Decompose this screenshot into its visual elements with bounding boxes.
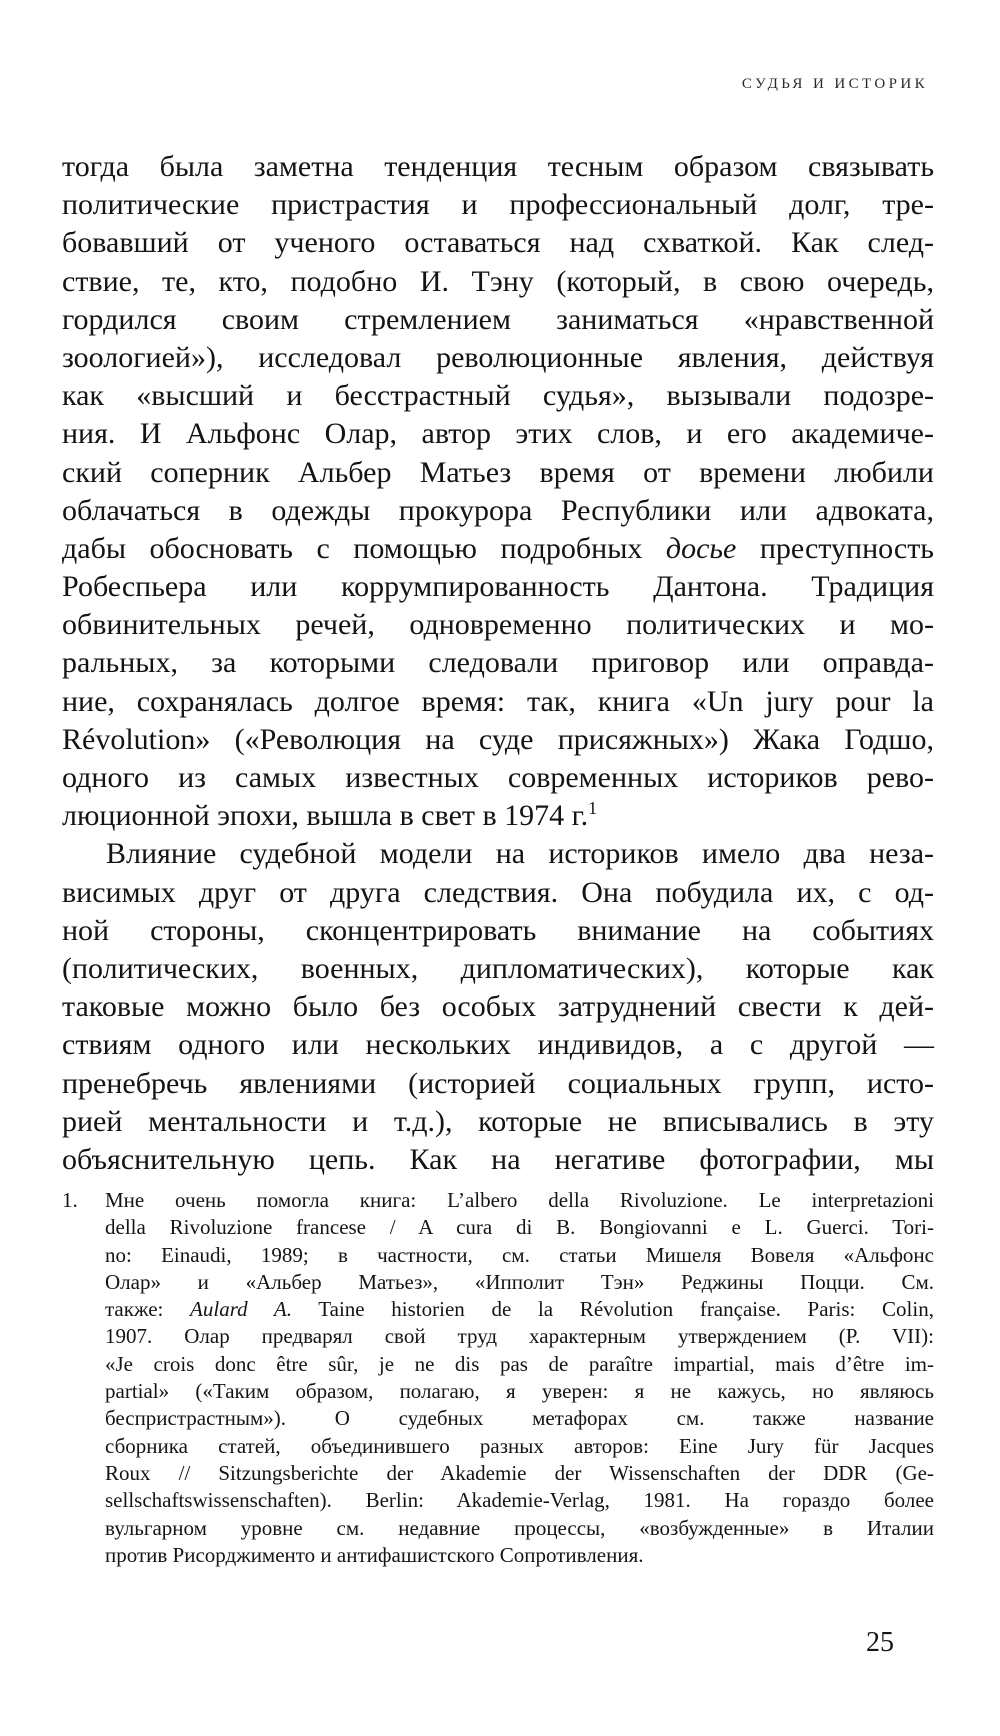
italic-author: Aulard A. xyxy=(190,1297,292,1322)
body-line: таковые можно было без особых затруднений свести к дей- xyxy=(62,990,934,1024)
footnote-line: 1907. Олар предварял свой труд характерным утверждением (P. VII): xyxy=(105,1324,934,1349)
body-line: Révolution» («Революция на суде присяжных») Жака Годшо, xyxy=(62,722,934,756)
paragraph-first-line: Влияние судебной модели на историков имело два неза- xyxy=(106,837,934,871)
footnote-line: no: Einaudi, 1989; в частности, см. статьи Мишеля Вовеля «Альфонс xyxy=(105,1242,934,1267)
footnote-line xyxy=(105,1296,934,1323)
body-line: ния. И Альфонс Олар, автор этих слов, и его академиче- xyxy=(62,417,934,451)
body-line xyxy=(62,530,934,568)
body-line xyxy=(62,797,934,835)
footnote-line: partial» («Таким образом, полагаю, я уверен: я не кажусь, но являюсь xyxy=(105,1379,934,1404)
body-line: пренебречь явлениями (историей социальных групп, исто- xyxy=(62,1066,934,1100)
page-number: 25 xyxy=(866,1627,894,1658)
body-line: зоологией»), исследовал революционные явления, действуя xyxy=(62,340,934,374)
footnote-line: «Je crois donc être sûr, je ne dis pas de paraître impartial, mais d’être im- xyxy=(105,1351,934,1376)
body-line: ральных, за которыми следовали приговор или оправда- xyxy=(62,646,934,680)
footnote-line: Мне очень помогла книга: L’albero della Rivoluzione. Le interpretazioni xyxy=(105,1188,934,1212)
footnote-line: sellschaftswissenschaften). Berlin: Akademie-Verlag, 1981. На гораздо более xyxy=(105,1488,934,1513)
body-line: висимых друг от друга следствия. Она побудила их, с од- xyxy=(62,875,934,909)
body-line: ский соперник Альбер Матьез время от времени любили xyxy=(62,455,934,489)
footnote-number: 1. xyxy=(62,1188,78,1212)
footnote-line: Roux // Sitzungsberichte der Akademie der Wissenschaften der DDR (Ge- xyxy=(105,1460,934,1485)
body-line: ствие, те, кто, подобно И. Тэну (который, в свою очередь, xyxy=(62,264,934,298)
footnote-line: против Рисорджименто и антифашистского Сопротивления. xyxy=(105,1542,644,1567)
body-line: как «высший и бесстрастный судья», вызывали подозре- xyxy=(62,379,934,413)
footnote-text-run: также: xyxy=(105,1297,191,1322)
body-line: гордился своим стремлением заниматься «нравственной xyxy=(62,302,934,336)
italic-term: досье xyxy=(665,531,737,565)
body-line: рией ментальности и т.д.), которые не вписывались в эту xyxy=(62,1104,934,1138)
body-line: бовавший от ученого оставаться над схваткой. Как след- xyxy=(62,226,934,260)
footnote-line: беспристрастным»). О судебных метафорах см. также название xyxy=(105,1406,934,1431)
footnote-text-run: Taine historien de la Révolution française. Paris: Colin, xyxy=(291,1297,934,1322)
footnote-line: сборника статей, объединившего разных авторов: Eine Jury für Jacques xyxy=(105,1433,934,1458)
body-text-run: дабы обосновать с помощью подробных xyxy=(62,531,666,565)
body-text-run: преступность xyxy=(736,531,934,565)
footnote xyxy=(62,1187,934,1569)
footnote-line: Олар» и «Альбер Матьез», «Ипполит Тэн» Реджины Поцци. См. xyxy=(105,1269,934,1294)
body-line: тогда была заметна тенденция тесным образом связывать xyxy=(62,150,934,183)
body-line: Робеспьера или коррумпированность Дантона. Традиция xyxy=(62,570,934,604)
body-line: политические пристрастия и профессиональный долг, тре- xyxy=(62,188,934,222)
footnote-line: вульгарном уровне см. недавние процессы, «возбужденные» в Италии xyxy=(105,1515,934,1540)
footnote-reference[interactable]: 1 xyxy=(588,798,598,819)
body-line: ствиям одного или нескольких индивидов, а с другой — xyxy=(62,1028,934,1062)
body-line: ние, сохранялась долгое время: так, книга «Un jury pour la xyxy=(62,684,934,718)
body-text xyxy=(62,148,934,1179)
body-line: обвинительных речей, одновременно политических и мо- xyxy=(62,608,934,642)
body-text-run: люционной эпохи, вышла в свет в 1974 г. xyxy=(62,799,589,833)
body-line: ной стороны, сконцентрировать внимание на событиях xyxy=(62,913,934,947)
body-line: одного из самых известных современных историков рево- xyxy=(62,761,934,794)
body-line: объяснительную цепь. Как на негативе фотографии, мы xyxy=(62,1142,934,1176)
body-line: (политических, военных, дипломатических), которые как xyxy=(62,951,934,985)
footnote-body xyxy=(105,1187,934,1569)
footnote-line: della Rivoluzione francese / A cura di B. Bongiovanni e L. Guerci. Tori- xyxy=(105,1215,934,1240)
running-head: СУДЬЯ И ИСТОРИК xyxy=(741,76,928,92)
body-line: облачаться в одежды прокурора Республики или адвоката, xyxy=(62,493,934,527)
